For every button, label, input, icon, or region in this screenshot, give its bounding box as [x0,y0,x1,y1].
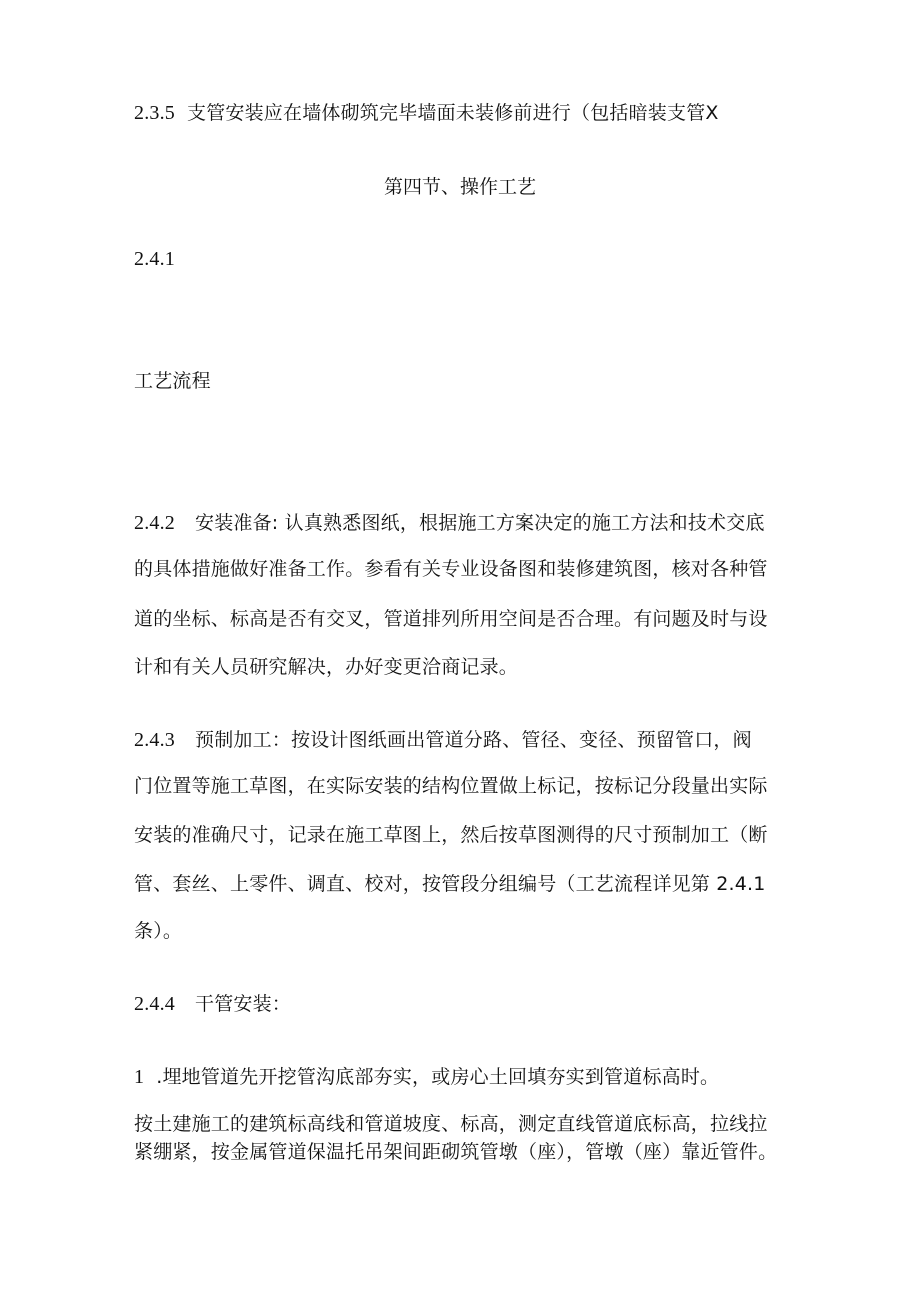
clause-2-4-1 [134,247,175,271]
clause-number: 2.4.3 [134,729,175,751]
detail-line: 紧绷紧，按金属管道保温托吊架间距砌筑管墩（座），管墩（座）靠近管件。 [134,1141,778,1163]
clause-line [134,511,765,535]
clause-text: 干管安装： [195,993,292,1015]
list-item-1 [134,1065,719,1089]
clause-number: 2.4.4 [134,993,175,1015]
clause-text: 预制加工：按设计图纸画出管道分路、管径、变径、预留管口，阀 [195,729,752,751]
detail-line: 按土建施工的建筑标高线和管道坡度、标高，测定直线管道底标高，拉线拉 [134,1113,768,1135]
clause-line: 安装的准确尺寸，记录在施工草图上，然后按草图测得的尺寸预制加工（断 [134,824,768,846]
clause-line: 门位置等施工草图，在实际安装的结构位置做上标记，按标记分段量出实际 [134,775,768,797]
list-number: 1 [134,1066,145,1088]
process-flow-label: 工艺流程 [134,370,211,392]
clause-line [134,728,752,752]
clause-text: 支管安装应在墙体砌筑完毕墙面未装修前进行（包括暗装支管X [187,102,719,124]
clause-line: 管、套丝、上零件、调直、校对，按管段分组编号（工艺流程详见第 2.4.1 [134,873,766,895]
clause-line: 的具体措施做好准备工作。参看有关专业设备图和装修建筑图，核对各种管 [134,558,768,580]
clause-line: 条）。 [134,920,183,942]
clause-line: 道的坐标、标高是否有交叉，管道排列所用空间是否合理。有问题及时与设 [134,608,768,630]
list-text: .埋地管道先开挖管沟底部夯实，或房心土回填夯实到管道标高时。 [156,1066,720,1088]
clause-text: 安装准备: 认真熟悉图纸，根据施工方案决定的施工方法和技术交底 [195,512,765,534]
clause-2-4-4 [134,992,291,1016]
clause-number: 2.3.5 [134,102,175,124]
clause-number: 2.4.2 [134,512,175,534]
clause-2-3-5 [134,101,719,125]
section-heading: 第四节、操作工艺 [383,176,536,198]
clause-line: 计和有关人员研究解决，办好变更洽商记录。 [134,656,519,678]
clause-number: 2.4.1 [134,248,175,270]
